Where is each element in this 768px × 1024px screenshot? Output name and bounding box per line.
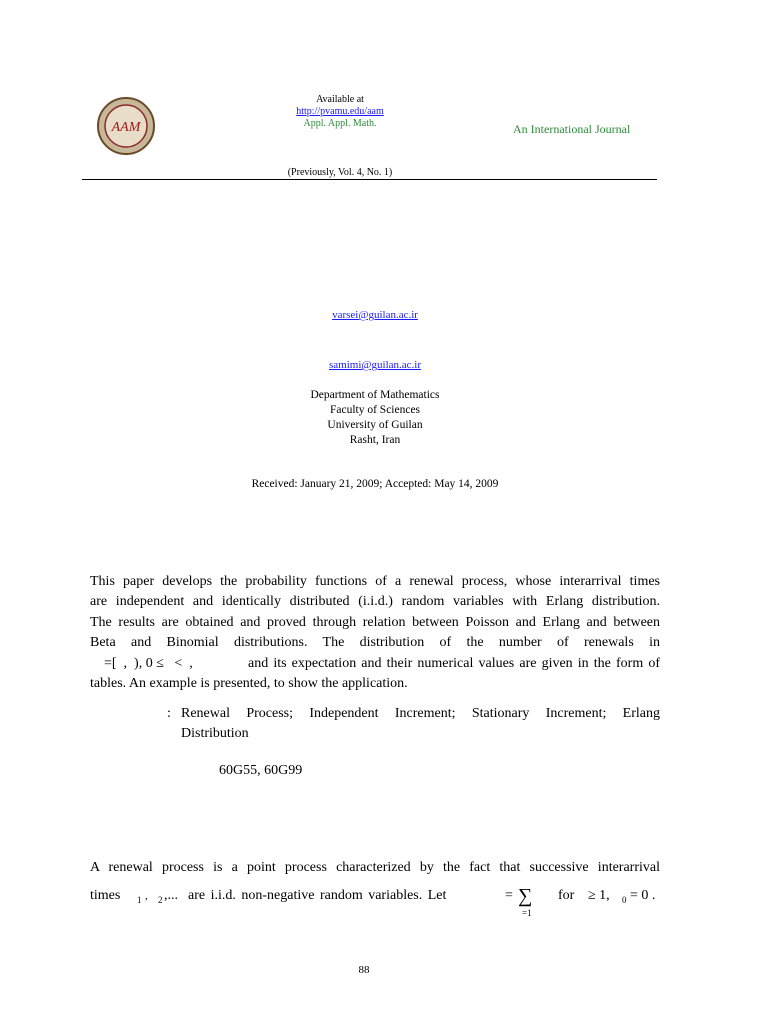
abstract-line: Beta and Binomial distributions. The distribution of the number of renewals in bbox=[90, 635, 660, 651]
abstract-line: This paper develops the probability functions of a renewal process, whose interarrival times bbox=[90, 574, 660, 589]
intro-text: times bbox=[90, 888, 121, 903]
comma: , bbox=[145, 890, 148, 902]
keywords-prefix: : bbox=[167, 706, 171, 721]
equation-end: = 0 . bbox=[630, 888, 656, 903]
intro-line-2 bbox=[90, 885, 660, 928]
affiliation-line: Department of Mathematics bbox=[310, 389, 440, 401]
email-link-2[interactable]: samimi@guilan.ac.ir bbox=[329, 359, 421, 371]
header-rule bbox=[82, 179, 657, 180]
subscript: 1 bbox=[137, 895, 142, 905]
abstract-line: The results are obtained and proved through relation between Poisson and Erlang and between bbox=[90, 614, 660, 630]
ellipsis: ,... bbox=[164, 888, 178, 903]
affiliation-line: Faculty of Sciences bbox=[329, 404, 421, 416]
abstract bbox=[90, 572, 660, 694]
condition: ≥ 1, bbox=[588, 888, 610, 903]
keywords-line: Renewal Process; Independent Increment; Stationary Increment; Erlang bbox=[181, 706, 660, 721]
previously-note: (Previously, Vol. 4, No. 1) bbox=[287, 167, 393, 178]
abstract-line: are independent and identically distributed (i.i.d.) random variables with Erlang distribution. bbox=[90, 594, 660, 610]
journal-url-link[interactable]: http://pvamu.edu/aam bbox=[296, 106, 384, 117]
page-number: 88 bbox=[358, 964, 370, 976]
summation-symbol: ∑ bbox=[518, 885, 533, 907]
journal-logo bbox=[96, 96, 156, 156]
email-link-1[interactable]: varsei@guilan.ac.ir bbox=[332, 309, 418, 321]
keywords bbox=[181, 704, 660, 745]
summation-lower-limit: =1 bbox=[522, 908, 532, 918]
subscript: 2 bbox=[158, 895, 163, 905]
journal-tagline: An International Journal bbox=[513, 122, 631, 136]
svg-text:AAM: AAM bbox=[111, 120, 141, 135]
abstract-line: and its expectation and their numerical values are given in the form of bbox=[248, 655, 660, 671]
equals-sign: = bbox=[505, 888, 513, 903]
received-accepted-dates: Received: January 21, 2009; Accepted: May 14, 2009 bbox=[251, 478, 499, 490]
keywords-line: Distribution bbox=[181, 726, 249, 742]
intro-text: are i.i.d. non-negative random variables. Let bbox=[188, 888, 447, 903]
intro-line: A renewal process is a point process characterized by the fact that successive interarrival bbox=[90, 860, 660, 875]
intro-text: for bbox=[558, 888, 575, 903]
abstract-line: tables. An example is presented, to show the application. bbox=[90, 676, 408, 692]
affiliation bbox=[250, 388, 500, 448]
journal-abbrev: Appl. Appl. Math. bbox=[303, 118, 377, 129]
abstract-math-interval: =[ , ), 0 ≤ < , bbox=[104, 655, 193, 671]
msc-codes: 60G55, 60G99 bbox=[219, 763, 303, 778]
affiliation-line: Rasht, Iran bbox=[349, 434, 401, 446]
available-at: Available at bbox=[316, 94, 364, 105]
subscript: 0 bbox=[622, 895, 627, 905]
affiliation-line: University of Guilan bbox=[327, 419, 423, 431]
